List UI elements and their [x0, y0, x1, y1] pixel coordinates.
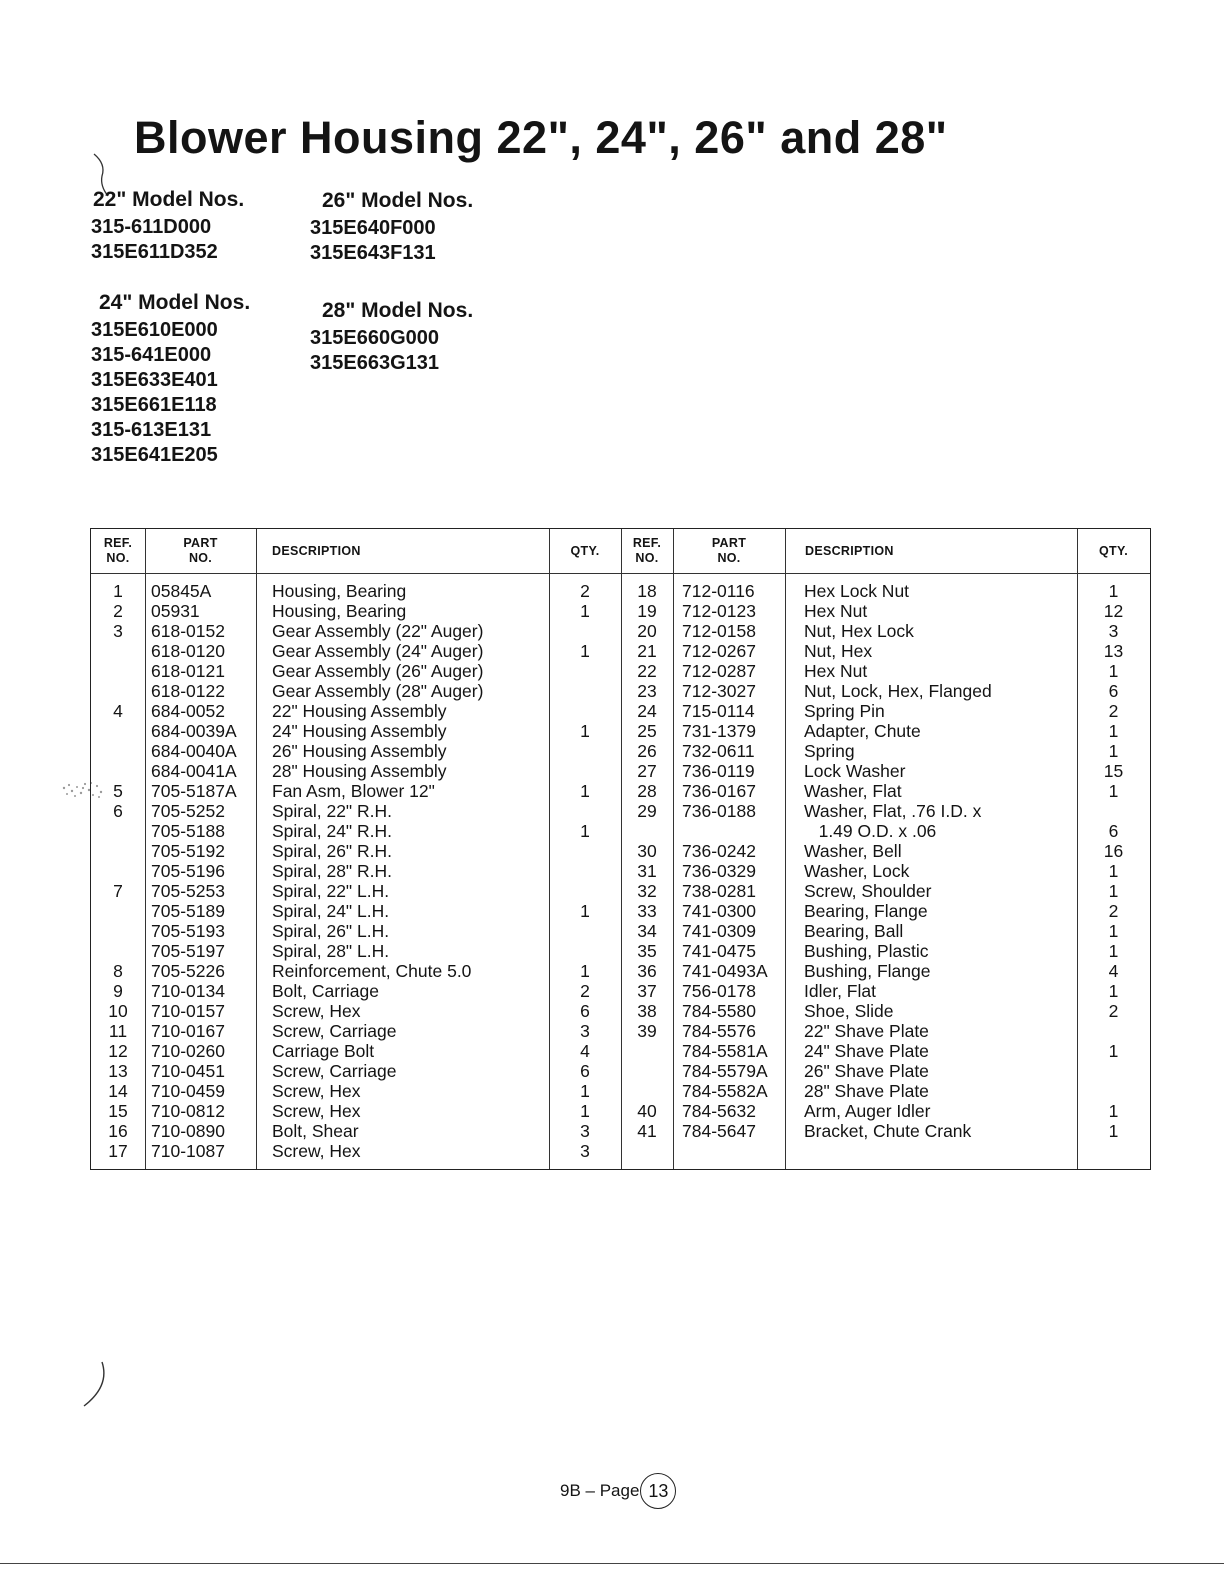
cell-description: Screw, Hex: [272, 1081, 361, 1101]
cell-ref-no: 35: [637, 941, 657, 961]
cell-part-no: 684-0041A: [151, 761, 237, 781]
cell-ref-no: 37: [637, 981, 657, 1001]
cell-ref-no: [95, 661, 141, 681]
cell-qty: 1: [1108, 721, 1119, 741]
cell-description: 26" Shave Plate: [804, 1061, 929, 1081]
cell-ref-no: 29: [637, 801, 657, 821]
column-divider: [1077, 529, 1078, 1169]
cell-ref-no: 25: [637, 721, 657, 741]
cell-ref-no: 22: [637, 661, 657, 681]
cell-part-no: 710-0812: [151, 1101, 225, 1121]
cell-qty: 3: [580, 1021, 590, 1041]
model-group-26: [310, 188, 473, 266]
description-column-2: [804, 581, 1076, 1141]
parts-table: [90, 528, 1151, 1170]
bottom-rule: [0, 1563, 1224, 1564]
cell-part-no: 710-0260: [151, 1041, 225, 1061]
cell-qty: 3: [580, 1141, 590, 1161]
cell-description: Nut, Lock, Hex, Flanged: [804, 681, 992, 701]
cell-description: 28" Housing Assembly: [272, 761, 447, 781]
cell-ref-no: [623, 1041, 671, 1061]
cell-qty: 1: [580, 781, 590, 801]
cell-part-no: 741-0309: [682, 921, 756, 941]
cell-description: Washer, Bell: [804, 841, 902, 861]
cell-description: Lock Washer: [804, 761, 906, 781]
cell-qty: [1079, 1021, 1148, 1041]
cell-qty: [551, 861, 619, 881]
model-heading-28: 28" Model Nos.: [322, 299, 474, 322]
cell-part-no: 712-0287: [682, 661, 756, 681]
cell-ref-no: 13: [108, 1061, 128, 1081]
cell-qty: 1: [1108, 661, 1119, 681]
cell-part-no: 684-0039A: [151, 721, 237, 741]
qty-column-2: [1079, 581, 1148, 1141]
cell-qty: 1: [1108, 581, 1119, 601]
cell-part-no: 738-0281: [682, 881, 756, 901]
cell-ref-no: 12: [108, 1041, 128, 1061]
cell-description: Screw, Shoulder: [804, 881, 932, 901]
model-number: 315E611D352: [91, 241, 218, 263]
cell-ref-no: 3: [113, 621, 123, 641]
cell-description: Screw, Hex: [272, 1101, 361, 1121]
cell-ref-no: 6: [113, 801, 123, 821]
cell-description: Bushing, Flange: [804, 961, 931, 981]
part-column: [151, 581, 255, 1161]
cell-qty: 1: [1108, 781, 1119, 801]
cell-ref-no: 24: [637, 701, 657, 721]
page-label: 9B – Page: [560, 1481, 640, 1500]
cell-ref-no: 33: [637, 901, 657, 921]
qty-column: [551, 581, 619, 1161]
cell-description: Screw, Carriage: [272, 1021, 397, 1041]
cell-description: Spiral, 22" R.H.: [272, 801, 393, 821]
cell-description: Bearing, Flange: [804, 901, 928, 921]
model-number: 315-611D000: [91, 216, 212, 238]
header-description-2: DESCRIPTION: [805, 543, 894, 558]
cell-qty: 1: [1108, 881, 1119, 901]
cell-description: Nut, Hex Lock: [804, 621, 914, 641]
cell-description: Washer, Flat, .76 I.D. x: [804, 801, 982, 821]
cell-description: Reinforcement, Chute 5.0: [272, 961, 472, 981]
cell-qty: 1: [1108, 1041, 1119, 1061]
cell-qty: 4: [580, 1041, 590, 1061]
header-part-no-2: PART NO.: [711, 536, 747, 565]
cell-ref-no: [95, 861, 141, 881]
cell-part-no: 712-0267: [682, 641, 756, 661]
cell-ref-no: 1: [113, 581, 123, 601]
cell-qty: 6: [580, 1061, 590, 1081]
cell-part-no: 710-0167: [151, 1021, 225, 1041]
cell-part-no: 710-0451: [151, 1061, 225, 1081]
column-divider: [785, 529, 786, 1169]
cell-qty: [1079, 1081, 1148, 1101]
cell-description: Housing, Bearing: [272, 601, 407, 621]
cell-ref-no: [95, 841, 141, 861]
cell-ref-no: 34: [637, 921, 657, 941]
cell-qty: 1: [1108, 941, 1119, 961]
cell-part-no: 710-0890: [151, 1121, 225, 1141]
cell-part-no: 741-0493A: [682, 961, 768, 981]
cell-part-no: 705-5187A: [151, 781, 237, 801]
cell-ref-no: 10: [108, 1001, 128, 1021]
column-divider: [621, 529, 622, 1169]
model-number: 315E610E000: [91, 319, 218, 341]
model-number: 315-613E131: [91, 419, 212, 441]
cell-description: Carriage Bolt: [272, 1041, 375, 1061]
cell-part-no: 715-0114: [682, 701, 755, 721]
cell-part-no: 710-0157: [151, 1001, 225, 1021]
cell-part-no: 705-5196: [151, 861, 225, 881]
cell-qty: 1: [580, 1101, 590, 1121]
cell-ref-no: 16: [108, 1121, 128, 1141]
cell-ref-no: [95, 901, 141, 921]
model-number: 315E660G000: [310, 327, 440, 349]
cell-description: 28" Shave Plate: [804, 1081, 929, 1101]
cell-qty: 1: [1108, 861, 1119, 881]
cell-description: Spiral, 28" L.H.: [272, 941, 390, 961]
cell-qty: 1: [580, 1081, 590, 1101]
cell-qty: 1: [580, 901, 590, 921]
cell-qty: 15: [1103, 761, 1124, 781]
cell-part-no: 618-0152: [151, 621, 225, 641]
cell-ref-no: 40: [637, 1101, 657, 1121]
description-column: [272, 581, 547, 1161]
cell-qty: [551, 681, 619, 701]
cell-qty: 4: [1108, 961, 1119, 981]
page-title: Blower Housing 22", 24", 26" and 28": [134, 112, 948, 163]
cell-qty: 2: [1108, 701, 1119, 721]
cell-part-no: 732-0611: [682, 741, 755, 761]
cell-qty: [551, 941, 619, 961]
page-footer: [560, 1473, 676, 1509]
cell-ref-no: [95, 741, 141, 761]
cell-ref-no: 32: [637, 881, 657, 901]
cell-qty: 6: [1108, 681, 1119, 701]
cell-description: Gear Assembly (22" Auger): [272, 621, 484, 641]
header-ref-no: REF. NO.: [103, 536, 133, 565]
cell-description: Gear Assembly (26" Auger): [272, 661, 484, 681]
cell-qty: [551, 761, 619, 781]
cell-qty: 12: [1103, 601, 1124, 621]
cell-description: Arm, Auger Idler: [804, 1101, 931, 1121]
cell-part-no: 784-5576: [682, 1021, 756, 1041]
cell-ref-no: 20: [637, 621, 657, 641]
cell-ref-no: 36: [637, 961, 657, 981]
cell-ref-no: 9: [113, 981, 123, 1001]
scan-mark-bottom: [80, 1360, 110, 1410]
cell-qty: [551, 701, 619, 721]
cell-ref-no: 14: [108, 1081, 128, 1101]
cell-description: 1.49 O.D. x .06: [804, 821, 937, 841]
cell-part-no: 705-5192: [151, 841, 225, 861]
cell-part-no: 05845A: [151, 581, 212, 601]
cell-part-no: 05931: [151, 601, 200, 621]
cell-description: Spring: [804, 741, 855, 761]
cell-ref-no: [95, 821, 141, 841]
cell-qty: [551, 661, 619, 681]
cell-description: 26" Housing Assembly: [272, 741, 447, 761]
column-divider: [256, 529, 257, 1169]
cell-description: Spiral, 26" L.H.: [272, 921, 390, 941]
page-number: 13: [640, 1473, 676, 1509]
part-column-2: [682, 581, 784, 1141]
cell-ref-no: 30: [637, 841, 657, 861]
cell-part-no: 710-0134: [151, 981, 225, 1001]
cell-ref-no: [95, 721, 141, 741]
cell-ref-no: 17: [108, 1141, 128, 1161]
cell-part-no: 736-0242: [682, 841, 756, 861]
model-heading-26: 26" Model Nos.: [322, 189, 474, 212]
model-group-28: [310, 298, 473, 376]
cell-part-no: 784-5581A: [682, 1041, 768, 1061]
cell-description: Spiral, 26" R.H.: [272, 841, 393, 861]
cell-ref-no: [95, 921, 141, 941]
cell-qty: [1079, 801, 1148, 821]
cell-qty: 2: [1108, 1001, 1119, 1021]
cell-description: Screw, Hex: [272, 1141, 361, 1161]
cell-description: Screw, Carriage: [272, 1061, 397, 1081]
cell-qty: [551, 801, 619, 821]
model-number: 315E640F000: [310, 217, 436, 239]
cell-ref-no: 15: [108, 1101, 128, 1121]
cell-part-no: 705-5252: [151, 801, 225, 821]
column-divider: [673, 529, 674, 1169]
cell-ref-no: 21: [637, 641, 657, 661]
model-group-24: [91, 290, 250, 468]
cell-part-no: 705-5253: [151, 881, 225, 901]
cell-qty: 1: [1108, 741, 1119, 761]
cell-part-no: [682, 821, 784, 841]
header-qty: QTY.: [570, 543, 600, 558]
cell-description: Bearing, Ball: [804, 921, 904, 941]
cell-description: Washer, Flat: [804, 781, 902, 801]
cell-part-no: 756-0178: [682, 981, 756, 1001]
cell-ref-no: 23: [637, 681, 657, 701]
cell-part-no: 705-5197: [151, 941, 225, 961]
cell-qty: [551, 921, 619, 941]
cell-description: Washer, Lock: [804, 861, 910, 881]
cell-description: Gear Assembly (24" Auger): [272, 641, 484, 661]
cell-description: Bolt, Shear: [272, 1121, 359, 1141]
cell-part-no: 736-0329: [682, 861, 756, 881]
cell-qty: 1: [1108, 1121, 1119, 1141]
model-number: 315E633E401: [91, 369, 218, 391]
cell-ref-no: [95, 761, 141, 781]
cell-ref-no: 2: [113, 601, 123, 621]
cell-part-no: 705-5226: [151, 961, 225, 981]
cell-description: Idler, Flat: [804, 981, 876, 1001]
cell-qty: [551, 741, 619, 761]
header-part-no: PART NO.: [183, 536, 218, 565]
cell-part-no: 741-0300: [682, 901, 756, 921]
cell-ref-no: 7: [113, 881, 123, 901]
cell-description: 24" Shave Plate: [804, 1041, 929, 1061]
cell-qty: 1: [1108, 981, 1119, 1001]
cell-description: Gear Assembly (28" Auger): [272, 681, 484, 701]
cell-description: Housing, Bearing: [272, 581, 407, 601]
cell-description: Hex Nut: [804, 601, 868, 621]
cell-qty: 1: [580, 641, 590, 661]
cell-part-no: 736-0119: [682, 761, 755, 781]
cell-qty: [551, 881, 619, 901]
cell-description: Hex Lock Nut: [804, 581, 910, 601]
cell-description: Spiral, 22" L.H.: [272, 881, 390, 901]
header-qty-2: QTY.: [1099, 543, 1128, 558]
cell-ref-no: 4: [113, 701, 123, 721]
cell-part-no: 684-0052: [151, 701, 225, 721]
cell-description: 22" Shave Plate: [804, 1021, 929, 1041]
cell-part-no: 710-1087: [151, 1141, 225, 1161]
cell-qty: 1: [580, 721, 590, 741]
cell-description: Spiral, 24" R.H.: [272, 821, 393, 841]
cell-part-no: 712-0116: [682, 581, 755, 601]
cell-ref-no: 28: [637, 781, 657, 801]
cell-ref-no: [95, 641, 141, 661]
cell-qty: 3: [580, 1121, 590, 1141]
cell-part-no: 705-5189: [151, 901, 225, 921]
header-description: DESCRIPTION: [272, 543, 361, 558]
ref-column: [95, 581, 141, 1161]
cell-part-no: 712-3027: [682, 681, 756, 701]
column-divider: [549, 529, 550, 1169]
cell-description: 24" Housing Assembly: [272, 721, 447, 741]
cell-ref-no: [623, 821, 671, 841]
cell-part-no: 784-5580: [682, 1001, 756, 1021]
cell-description: Bushing, Plastic: [804, 941, 929, 961]
cell-description: Spiral, 24" L.H.: [272, 901, 390, 921]
cell-qty: 1: [580, 601, 590, 621]
cell-description: Shoe, Slide: [804, 1001, 894, 1021]
model-number: 315E663G131: [310, 352, 440, 374]
cell-ref-no: 39: [637, 1021, 657, 1041]
cell-qty: [551, 621, 619, 641]
cell-part-no: 784-5579A: [682, 1061, 768, 1081]
model-number: 315E661E118: [91, 394, 217, 416]
cell-description: Spiral, 28" R.H.: [272, 861, 393, 881]
cell-qty: [1079, 1061, 1148, 1081]
model-number: 315E643F131: [310, 242, 436, 264]
cell-description: Screw, Hex: [272, 1001, 361, 1021]
cell-ref-no: 27: [637, 761, 657, 781]
model-number: 315E641E205: [91, 444, 218, 466]
model-heading-22: 22" Model Nos.: [93, 188, 245, 211]
cell-ref-no: 11: [108, 1021, 128, 1041]
model-group-22: [91, 187, 244, 265]
cell-qty: 1: [580, 961, 590, 981]
cell-ref-no: [95, 941, 141, 961]
cell-part-no: 712-0158: [682, 621, 756, 641]
cell-description: Spring Pin: [804, 701, 885, 721]
cell-qty: 16: [1103, 841, 1124, 861]
cell-part-no: 710-0459: [151, 1081, 225, 1101]
cell-description: Bracket, Chute Crank: [804, 1121, 972, 1141]
cell-qty: 2: [580, 581, 590, 601]
cell-qty: 2: [580, 981, 590, 1001]
cell-qty: 1: [1108, 921, 1119, 941]
cell-ref-no: 8: [113, 961, 123, 981]
cell-ref-no: 31: [637, 861, 657, 881]
cell-part-no: 736-0167: [682, 781, 756, 801]
cell-part-no: 618-0121: [151, 661, 225, 681]
cell-part-no: 741-0475: [682, 941, 756, 961]
cell-qty: 1: [580, 821, 590, 841]
cell-part-no: 618-0122: [151, 681, 225, 701]
header-ref-no-2: REF. NO.: [632, 536, 662, 565]
cell-qty: 6: [580, 1001, 590, 1021]
cell-qty: 1: [1108, 1101, 1119, 1121]
cell-ref-no: 18: [637, 581, 657, 601]
cell-part-no: 712-0123: [682, 601, 756, 621]
cell-ref-no: 38: [637, 1001, 657, 1021]
cell-ref-no: [623, 1081, 671, 1101]
ref-column-2: [623, 581, 671, 1141]
cell-ref-no: 41: [637, 1121, 657, 1141]
cell-part-no: 731-1379: [682, 721, 756, 741]
cell-part-no: 784-5582A: [682, 1081, 768, 1101]
cell-part-no: 618-0120: [151, 641, 225, 661]
cell-qty: [551, 841, 619, 861]
cell-part-no: 684-0040A: [151, 741, 237, 761]
cell-qty: 6: [1108, 821, 1119, 841]
cell-description: 22" Housing Assembly: [272, 701, 447, 721]
cell-part-no: 784-5647: [682, 1121, 756, 1141]
model-number: 315-641E000: [91, 344, 212, 366]
cell-description: Hex Nut: [804, 661, 868, 681]
cell-part-no: 705-5193: [151, 921, 225, 941]
cell-ref-no: 19: [637, 601, 657, 621]
cell-description: Fan Asm, Blower 12": [272, 781, 435, 801]
cell-part-no: 736-0188: [682, 801, 756, 821]
cell-ref-no: [95, 681, 141, 701]
cell-part-no: 784-5632: [682, 1101, 756, 1121]
cell-description: Bolt, Carriage: [272, 981, 379, 1001]
cell-ref-no: 5: [113, 781, 123, 801]
cell-qty: 3: [1108, 621, 1119, 641]
cell-description: Nut, Hex: [804, 641, 873, 661]
column-divider: [145, 529, 146, 1169]
cell-ref-no: [623, 1061, 671, 1081]
cell-part-no: 705-5188: [151, 821, 225, 841]
cell-description: Adapter, Chute: [804, 721, 921, 741]
cell-qty: 13: [1103, 641, 1124, 661]
cell-ref-no: 26: [637, 741, 657, 761]
cell-qty: 2: [1108, 901, 1119, 921]
model-heading-24: 24" Model Nos.: [99, 291, 251, 314]
